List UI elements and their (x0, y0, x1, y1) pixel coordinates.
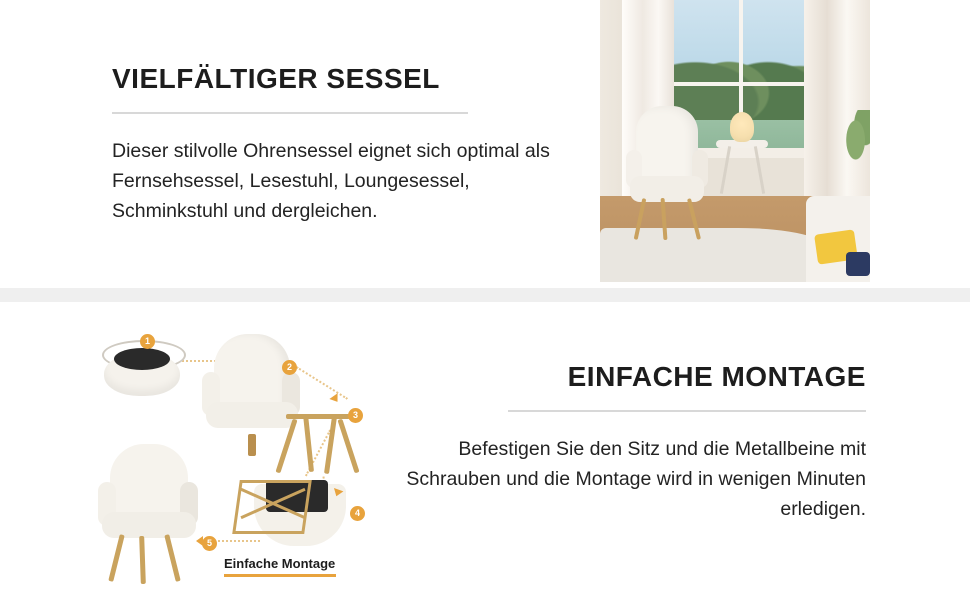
chair-seat (630, 176, 704, 202)
finished-chair-leg (108, 534, 124, 582)
section-two-text-block (394, 360, 866, 544)
living-room-chair-photo (600, 0, 870, 282)
section-one-body: Dieser stilvolle Ohrensessel eignet sich optimal als Fernsehsessel, Lesestuhl, Loungesessel, Schminkstuhl und dergleichen. (112, 139, 550, 223)
section-two-divider-rule (508, 410, 866, 412)
section-one-divider-rule (112, 112, 468, 114)
finished-chair-leg (164, 534, 180, 582)
assembly-caption: Einfache Montage (224, 556, 336, 571)
section-one-title: VIELFÄLTIGER SESSEL (112, 63, 440, 94)
guide-line (296, 366, 348, 399)
arrow-icon (196, 536, 203, 546)
table-lamp (730, 112, 754, 142)
window-mullion-horizontal (670, 82, 810, 86)
section-two-body: Befestigen Sie den Sitz und die Metallbeine mit Schrauben und die Montage wird in wenigen Minuten erledigen. (406, 437, 866, 521)
step-badge-3: 3 (348, 408, 363, 423)
finished-chair-seat (102, 512, 196, 538)
screw-icon (248, 434, 256, 456)
assembly-diagram (96, 316, 396, 588)
seat-underside-dark (114, 348, 170, 370)
step-badge-2: 2 (282, 360, 297, 375)
section-einfache-montage (0, 302, 970, 600)
metal-leg (324, 416, 337, 474)
plant-icon (846, 110, 870, 160)
assembly-caption-underline (224, 574, 336, 577)
navy-pillow (846, 252, 870, 276)
section-vielfaeltiger-sessel (0, 0, 970, 288)
metal-leg (303, 414, 314, 472)
section-divider-band (0, 288, 970, 302)
metal-leg (337, 419, 359, 474)
section-one-text-block (112, 62, 582, 246)
step-badge-5: 5 (202, 536, 217, 551)
leg-frame-bar (286, 414, 350, 419)
step-badge-4: 4 (350, 506, 365, 521)
section-two-title: EINFACHE MONTAGE (567, 361, 866, 392)
step-badge-1: 1 (140, 334, 155, 349)
metal-leg-frame (284, 412, 374, 484)
finished-chair-leg (139, 536, 146, 584)
